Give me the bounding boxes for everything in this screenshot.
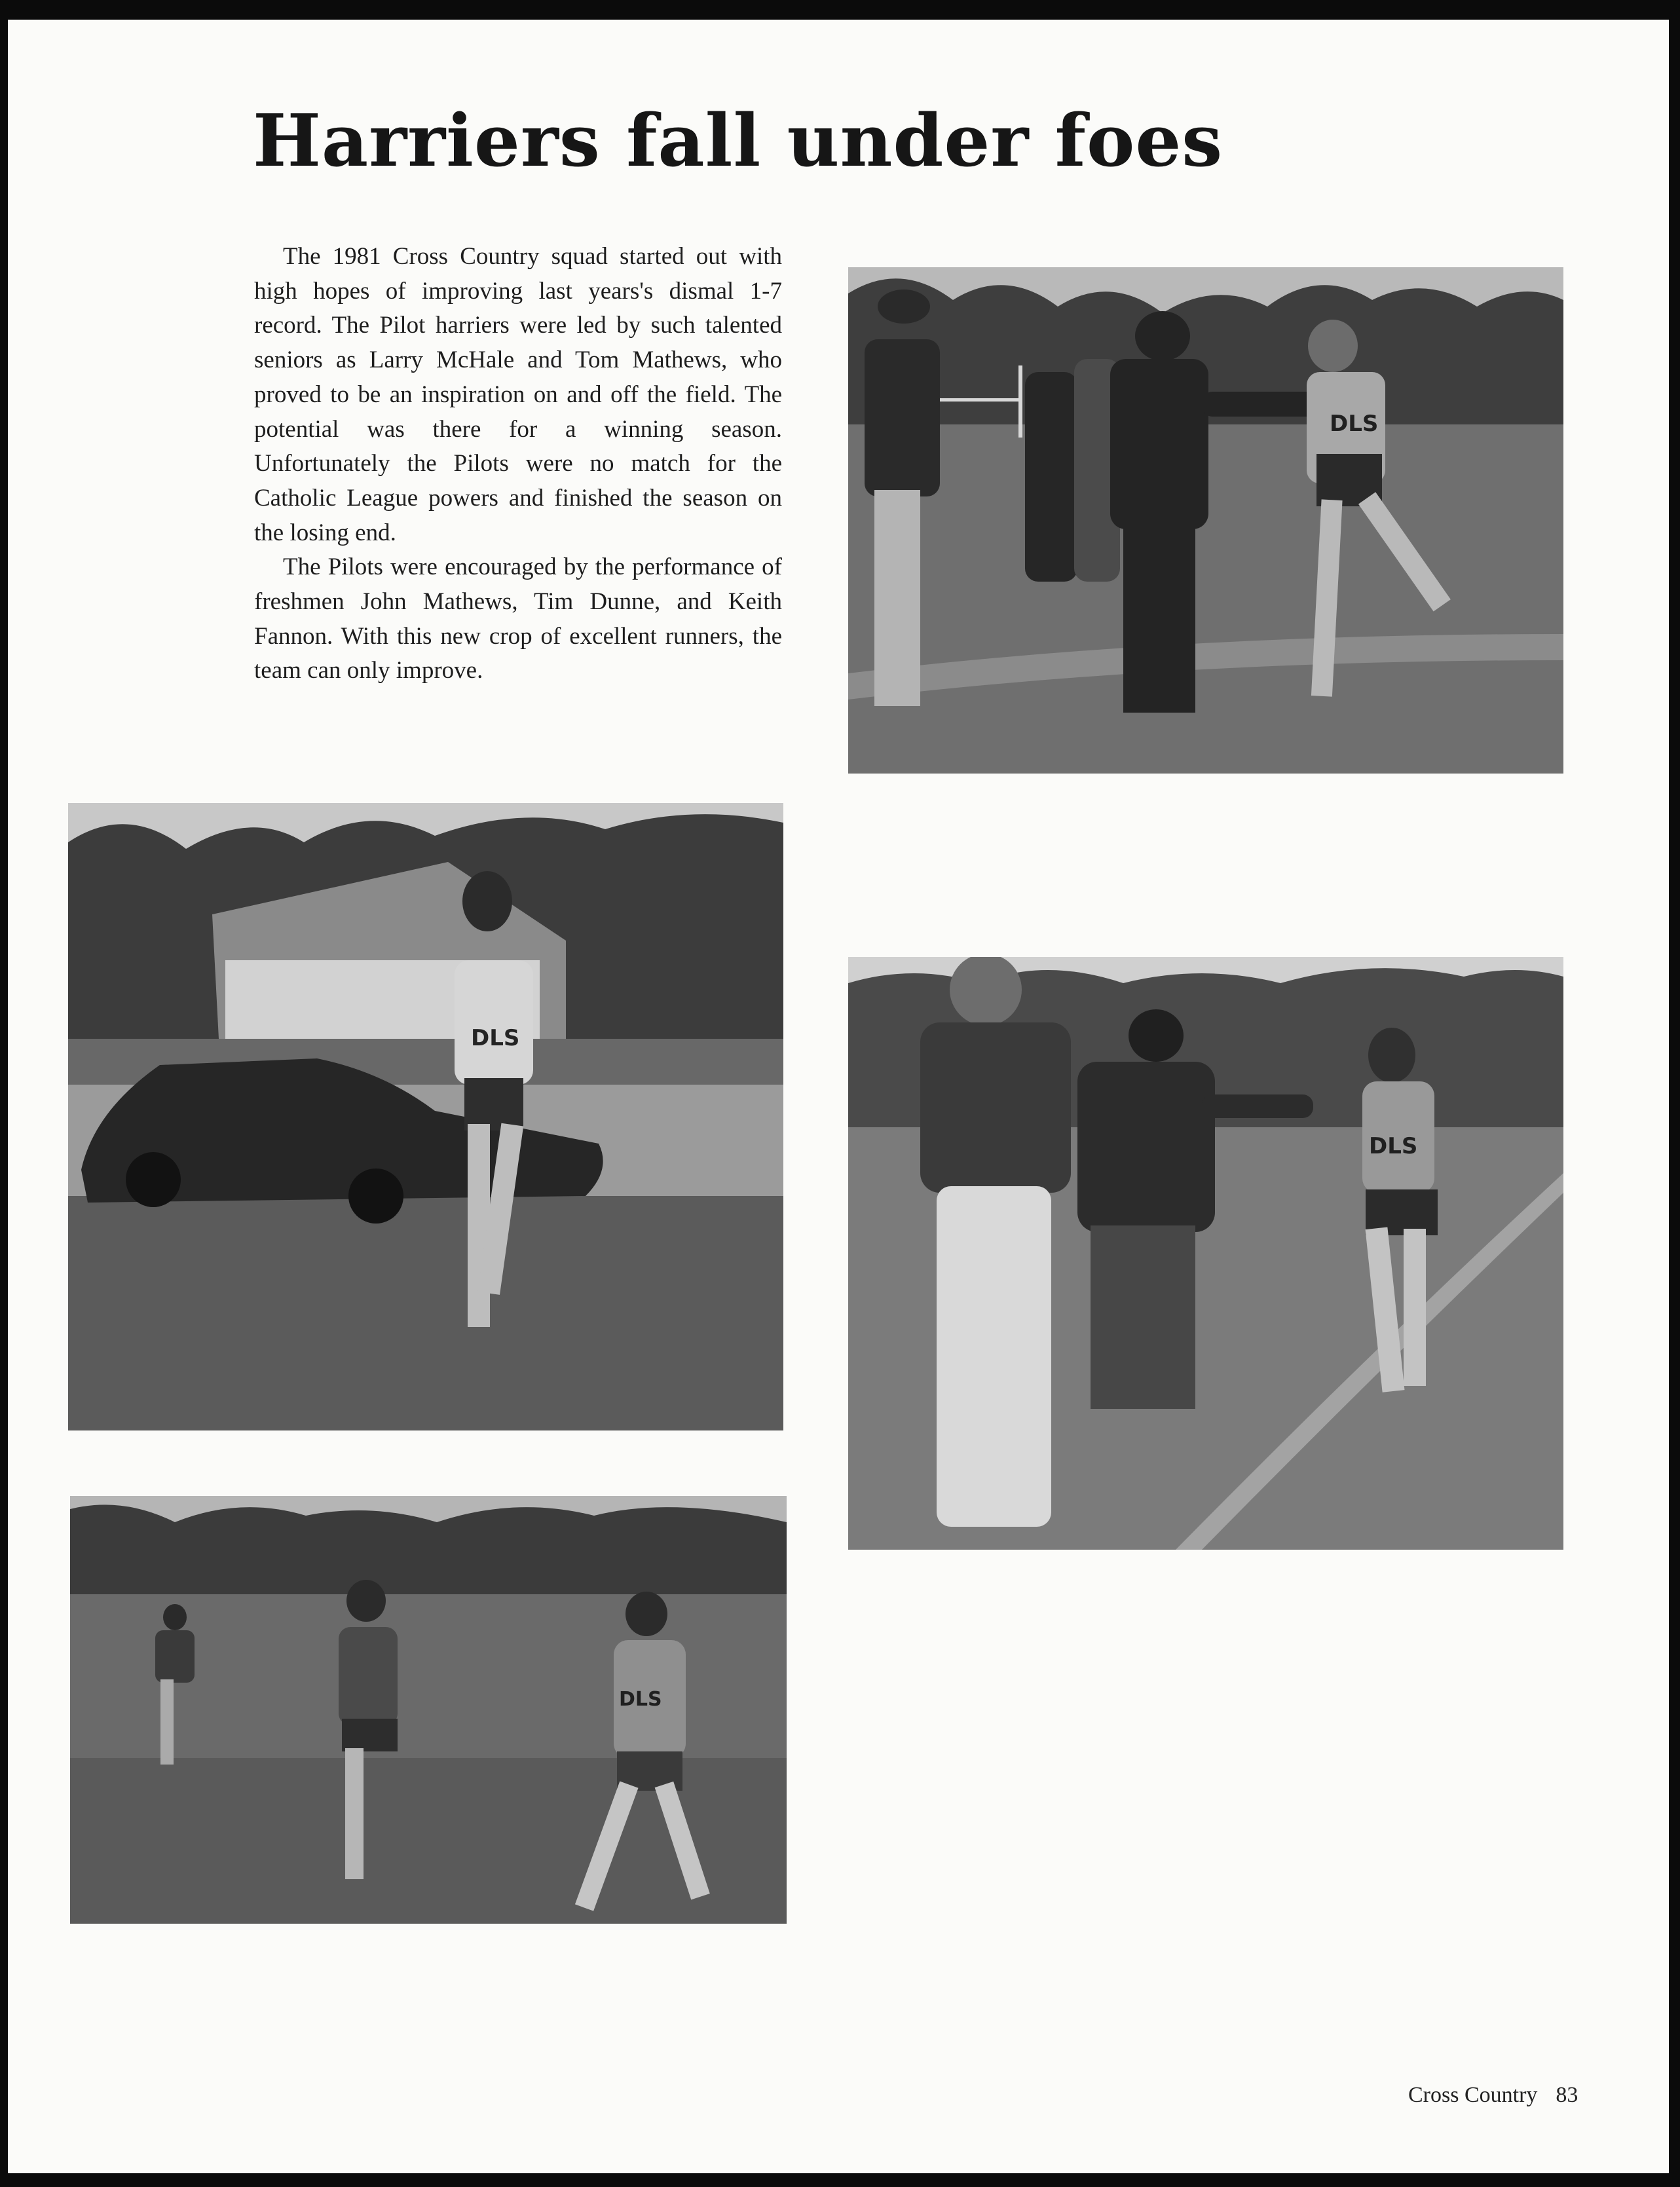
photo-illustration bbox=[848, 957, 1563, 1550]
photo-runner-on-street bbox=[68, 803, 783, 1430]
article-body bbox=[254, 240, 782, 688]
photo-illustration bbox=[68, 803, 783, 1430]
photo-runners-in-field bbox=[70, 1496, 787, 1924]
photo-illustration bbox=[70, 1496, 787, 1924]
photo-finish-line-handoff bbox=[848, 267, 1563, 774]
photo-illustration bbox=[848, 267, 1563, 774]
article-paragraph: The 1981 Cross Country squad started out with high hopes of improving last years's dismal 1-7 record. The Pilot harriers were led by such talented seniors as Larry McHale and Tom Mathews, who proved to be an inspiration on and off the field. The potential was there for a winning season. Unfortunately the Pilots were no match for the Catholic League powers and finished the season on the losing end. bbox=[254, 243, 782, 546]
jersey-label: DLS bbox=[471, 1025, 520, 1051]
page-footer bbox=[1408, 2083, 1578, 2108]
yearbook-page bbox=[8, 20, 1669, 2173]
page-number: 83 bbox=[1556, 2083, 1578, 2107]
article-paragraph: The Pilots were encouraged by the performance of freshmen John Mathews, Tim Dunne, and Keith Fannon. With this new crop of excellent runners, the team can only improve. bbox=[254, 553, 782, 684]
jersey-label: DLS bbox=[619, 1688, 662, 1711]
photo-coaches-handoff bbox=[848, 957, 1563, 1550]
jersey-label: DLS bbox=[1330, 411, 1379, 437]
footer-section-name: Cross Country bbox=[1408, 2083, 1538, 2107]
jersey-label: DLS bbox=[1369, 1133, 1418, 1159]
article-title: Harriers fall under foes bbox=[253, 98, 1223, 183]
